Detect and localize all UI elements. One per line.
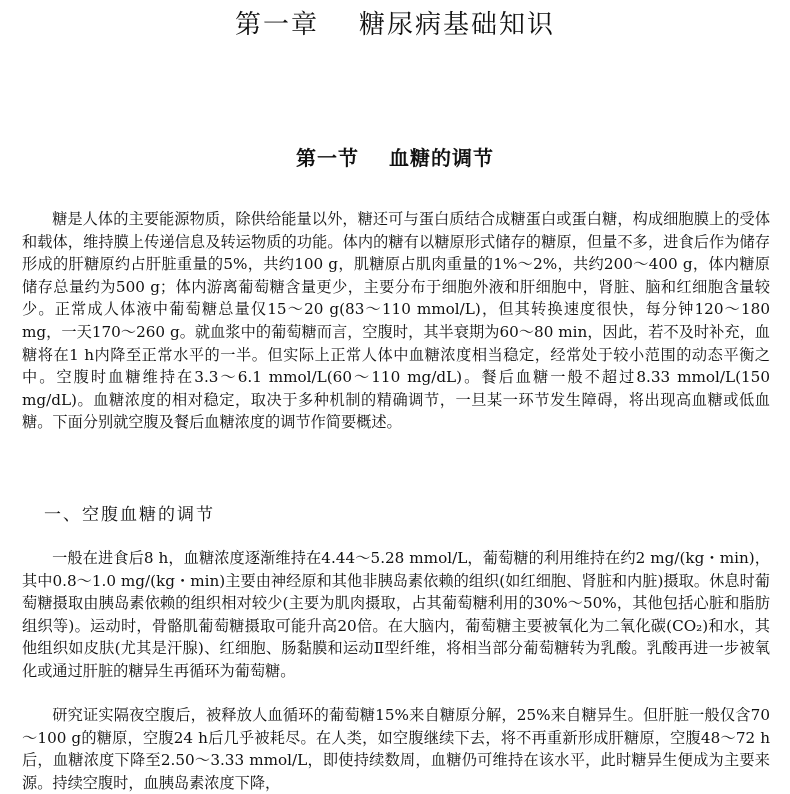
- intro-text: 糖是人体的主要能源物质，除供给能量以外，糖还可与蛋白质结合成糖蛋白或蛋白糖，构成细胞膜上的受体和载体，维持膜上传递信息及转运物质的功能。体内的糖有以糖原形式储存的糖原，但量不多，进食后作为储存形成的肝糖原约占肝脏重量的5%，共约100 g，肌糖原占肌肉重量的1%～2%，共约200～400 g，体内糖原储存总量约为500 g；体内游离葡萄糖含量更少，主要分布于细胞外液和肝细胞中，肾脏、脑和红细胞含量较少。正常成人体液中葡萄糖总量仅15～20 g(83～110 mmol/L)，但其转换速度很快，每分钟120～180 mg，一天170～260 g。就血浆中的葡萄糖而言，空腹时，其半衰期为60～80 min，因此，若不及时补充，血糖将在1 h内降至正常水平的一半。但实际上正常人体中血糖浓度相当稳定，经常处于较小范围的动态平衡之中。空腹时血糖维持在3.3～6.1 mmol/L(60～110 mg/dL)。餐后血糖一般不超过8.33 mmol/L(150 mg/dL)。血糖浓度的相对稳定，取决于多种机制的精确调节，一旦某一环节发生障碍，将出现高血糖或低血糖。下面分别就空腹及餐后血糖浓度的调节作简要概述。: [22, 210, 770, 432]
- fasting-paragraph: [22, 547, 770, 683]
- fasting-text: 一般在进食后8 h，血糖浓度逐渐维持在4.44～5.28 mmol/L，葡萄糖的利用维持在约2 mg/(kg・min)，其中0.8～1.0 mg/(kg・min)主要由神经原和其他非胰岛素依赖的组织(如红细胞、肾脏和内脏)摄取。休息时葡萄糖摄取由胰岛素依赖的组织相对较少(主要为肌肉摄取，占其葡萄糖利用的30%～50%，其他包括心脏和脂肪组织等)。运动时，骨骼肌葡萄糖摄取可能升高20倍。在大脑内，葡萄糖主要被氧化为二氧化碳(CO₂)和水，其他组织如皮肤(尤其是汗腺)、红细胞、肠黏膜和运动Ⅱ型纤维，将相当部分葡萄糖转为乳酸。乳酸再进一步被氧化或通过肝脏的糖异生再循环为葡萄糖。: [22, 549, 770, 680]
- chapter-title: [0, 4, 790, 41]
- research-paragraph: [22, 704, 770, 794]
- chapter-label: 第一章: [234, 10, 319, 40]
- research-text: 研究证实隔夜空腹后，被释放人血循环的葡萄糖15%来自糖原分解，25%来自糖异生。但肝脏一般仅含70～100 g的糖原，空腹24 h后几乎被耗尽。在人类，如空腹继续下去，将不再重新形成肝糖原，空腹48～72 h后，血糖浓度下降至2.50～3.33 mmol/L，即使持续数周，血糖仍可维持在该水平，此时糖异生便成为主要来源。持续空腹时，血胰岛素浓度下降，: [22, 706, 770, 792]
- section-title: [0, 142, 790, 171]
- section-label: 第一节: [296, 146, 359, 170]
- fasting-subheading: 一、空腹血糖的调节: [44, 505, 215, 525]
- chapter-name: 糖尿病基础知识: [359, 10, 556, 40]
- section-name: 血糖的调节: [389, 146, 494, 170]
- intro-paragraph: [22, 208, 770, 434]
